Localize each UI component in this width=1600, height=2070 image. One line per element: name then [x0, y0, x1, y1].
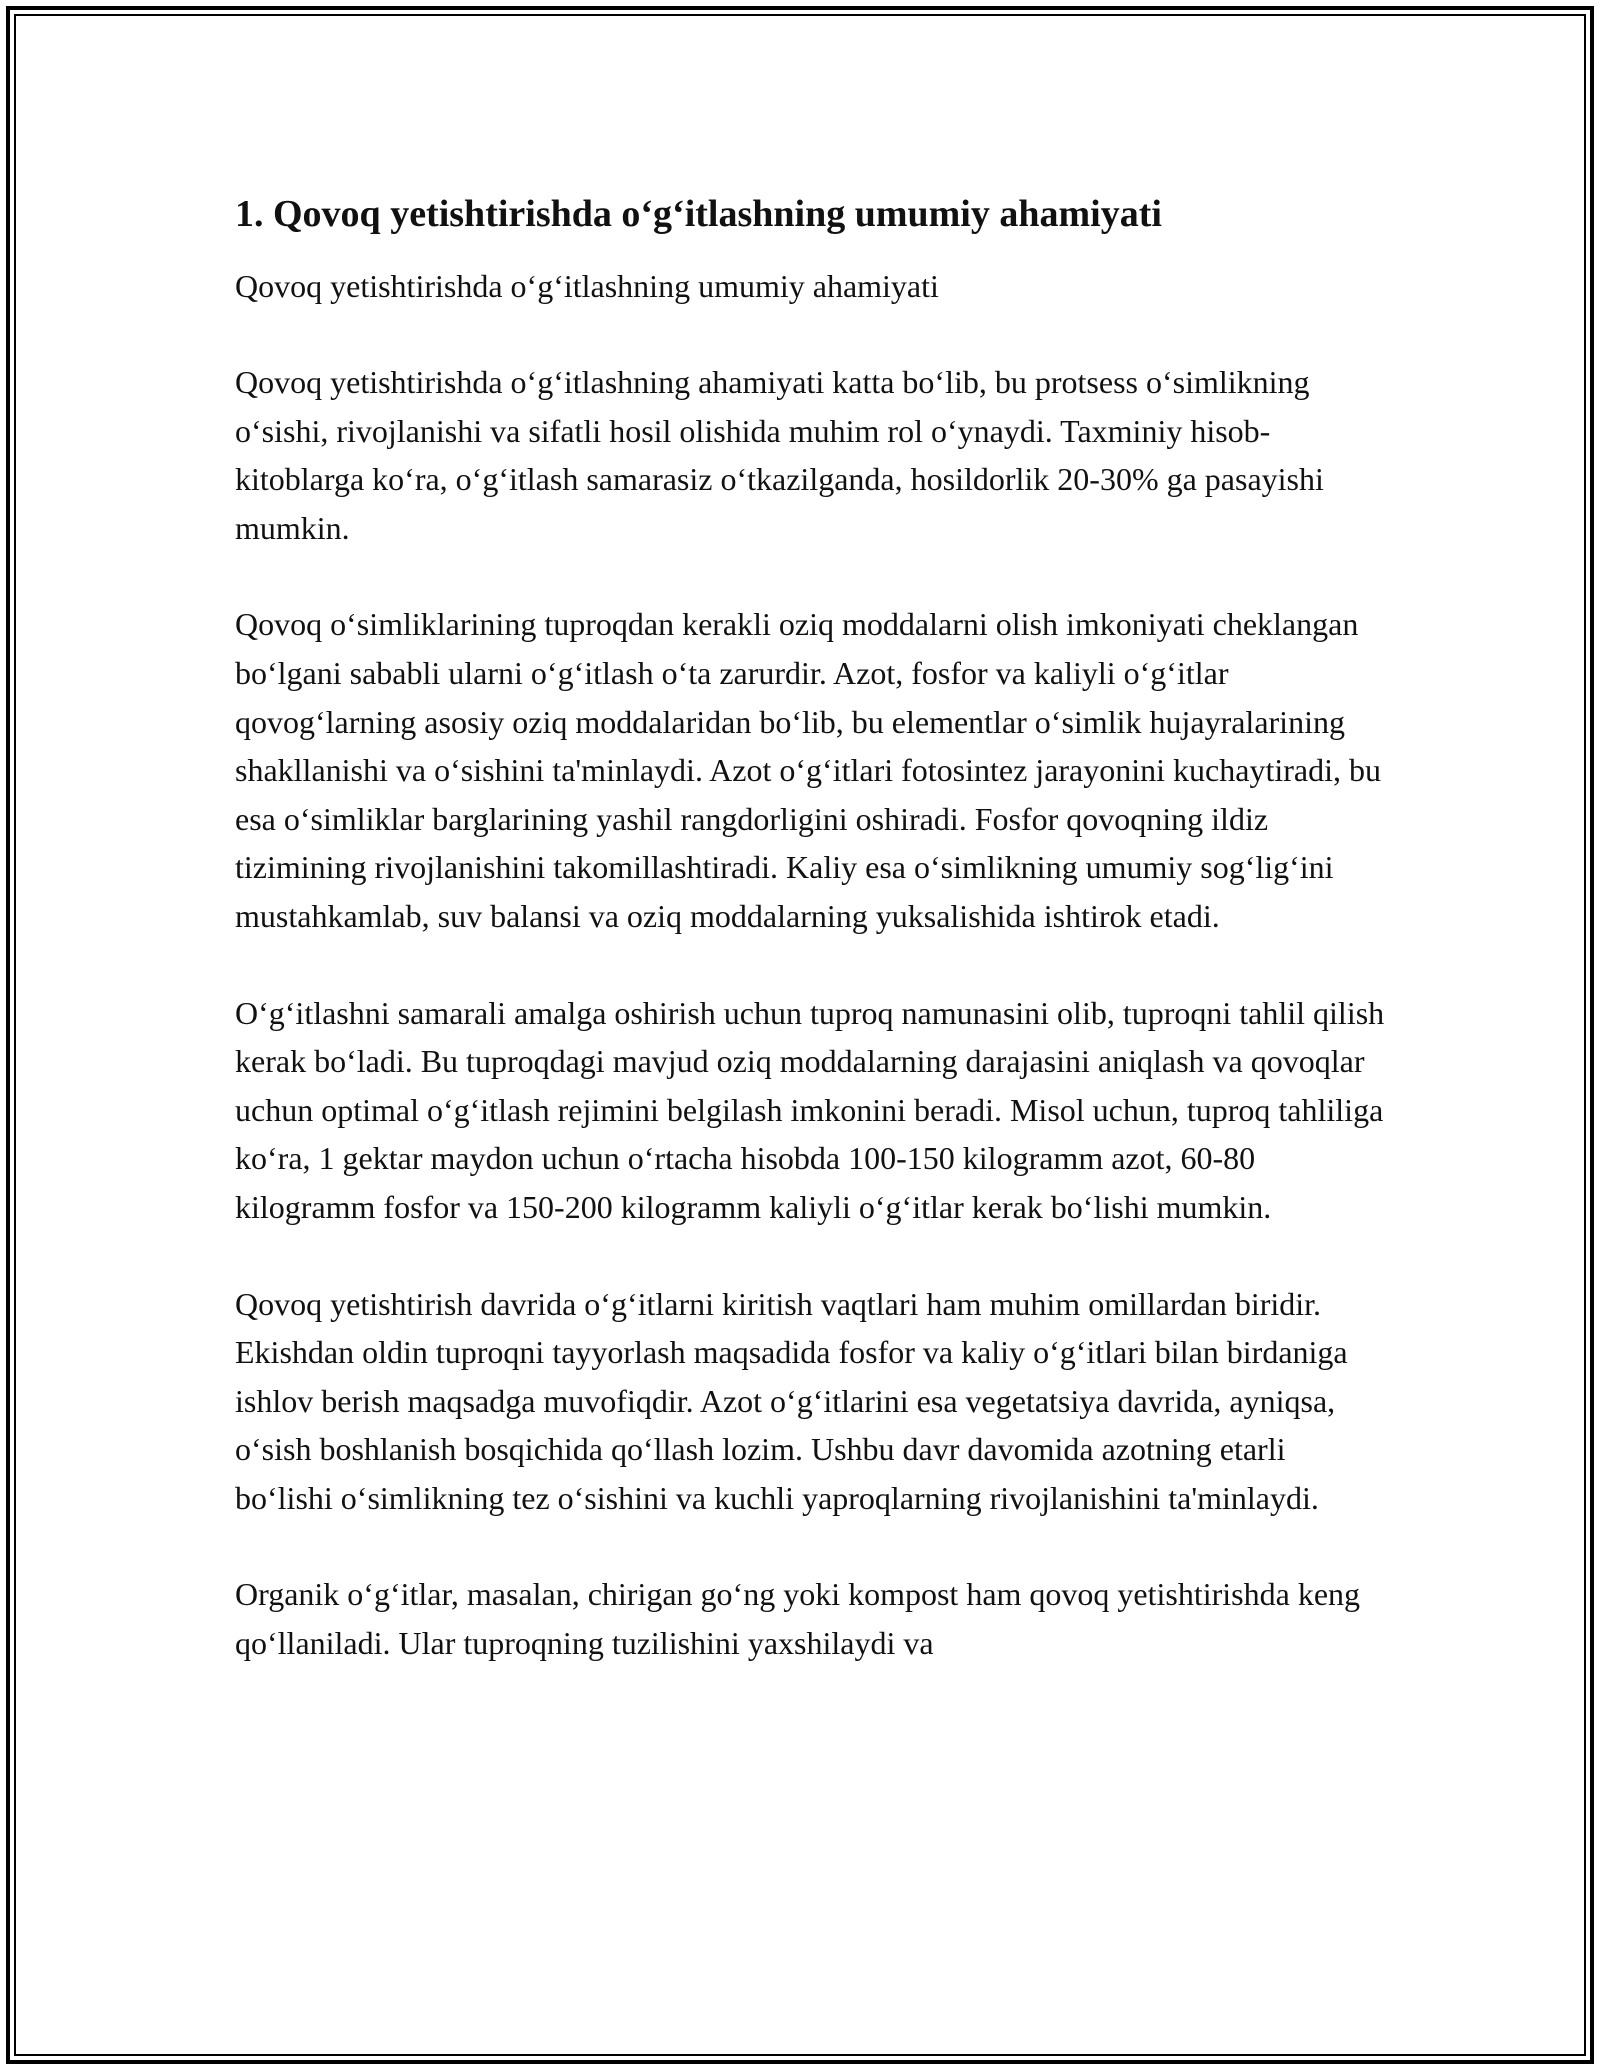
- paragraph: Qovoq yetishtirishda o‘g‘itlashning ahamiyati katta bo‘lib, bu protsess o‘simlikning o‘sishi, rivojlanishi va sifatli hosil olishida muhim rol o‘ynaydi. Taxminiy hisob-kitoblarga ko‘ra, o‘g‘itlash samarasiz o‘tkazilganda, hosildorlik 20-30% ga pasayishi mumkin.: [235, 364, 1324, 546]
- document-body: [235, 186, 1385, 1716]
- paragraph: Organik o‘g‘itlar, masalan, chirigan go‘ng yoki kompost ham qovoq yetishtirishda keng qo‘llaniladi. Ular tuproqning tuzilishini yaxshilaydi va: [235, 1576, 1361, 1662]
- paragraph: Qovoq yetishtirish davrida o‘g‘itlarni kiritish vaqtlari ham muhim omillardan biridir. Ekishdan oldin tuproqni tayyorlash maqsadida fosfor va kaliy o‘g‘itlari bilan birdaniga ishlov berish maqsadga muvofiqdir. Azot o‘g‘itlarini esa vegetatsiya davrida, ayniqsa, o‘sish boshlanish bosqichida qo‘llash lozim. Ushbu davr davomida azotning etarli bo‘lishi o‘simlikning tez o‘sishini va kuchli yaproqlarning rivojlanishini ta'minlaydi.: [235, 1285, 1348, 1516]
- paragraph: O‘g‘itlashni samarali amalga oshirish uchun tuproq namunasini olib, tuproqni tahlil qilish kerak bo‘ladi. Bu tuproqdagi mavjud oziq moddalarning darajasini aniqlash va qovoqlar uchun optimal o‘g‘itlash rejimini belgilash imkonini beradi. Misol uchun, tuproq tahliliga ko‘ra, 1 gektar maydon uchun o‘rtacha hisobda 100-150 kilogramm azot, 60-80 kilogramm fosfor va 150-200 kilogramm kaliyli o‘g‘itlar kerak bo‘lishi mumkin.: [235, 994, 1385, 1225]
- section-heading: 1. Qovoq yetishtirishda o‘g‘itlashning umumiy ahamiyati: [235, 193, 1162, 235]
- paragraph: Qovoq o‘simliklarining tuproqdan kerakli oziq moddalarni olish imkoniyati cheklangan bo‘lgani sababli ularni o‘g‘itlash o‘ta zarurdir. Azot, fosfor va kaliyli o‘g‘itlar qovog‘larning asosiy oziq moddalaridan bo‘lib, bu elementlar o‘simlik hujayralarining shakllanishi va o‘sishini ta'minlaydi. Azot o‘g‘itlari fotosintez jarayonini kuchaytiradi, bu esa o‘simliklar barglarining yashil rangdorligini oshiradi. Fosfor qovoqning ildiz tizimining rivojlanishini takomillashtiradi. Kaliy esa o‘simlikning umumiy sog‘lig‘ini mustahkamlab, suv balansi va oziq moddalarning yuksalishida ishtirok etadi.: [235, 606, 1381, 934]
- section-subheading: Qovoq yetishtirishda o‘g‘itlashning umumiy ahamiyati: [235, 268, 939, 304]
